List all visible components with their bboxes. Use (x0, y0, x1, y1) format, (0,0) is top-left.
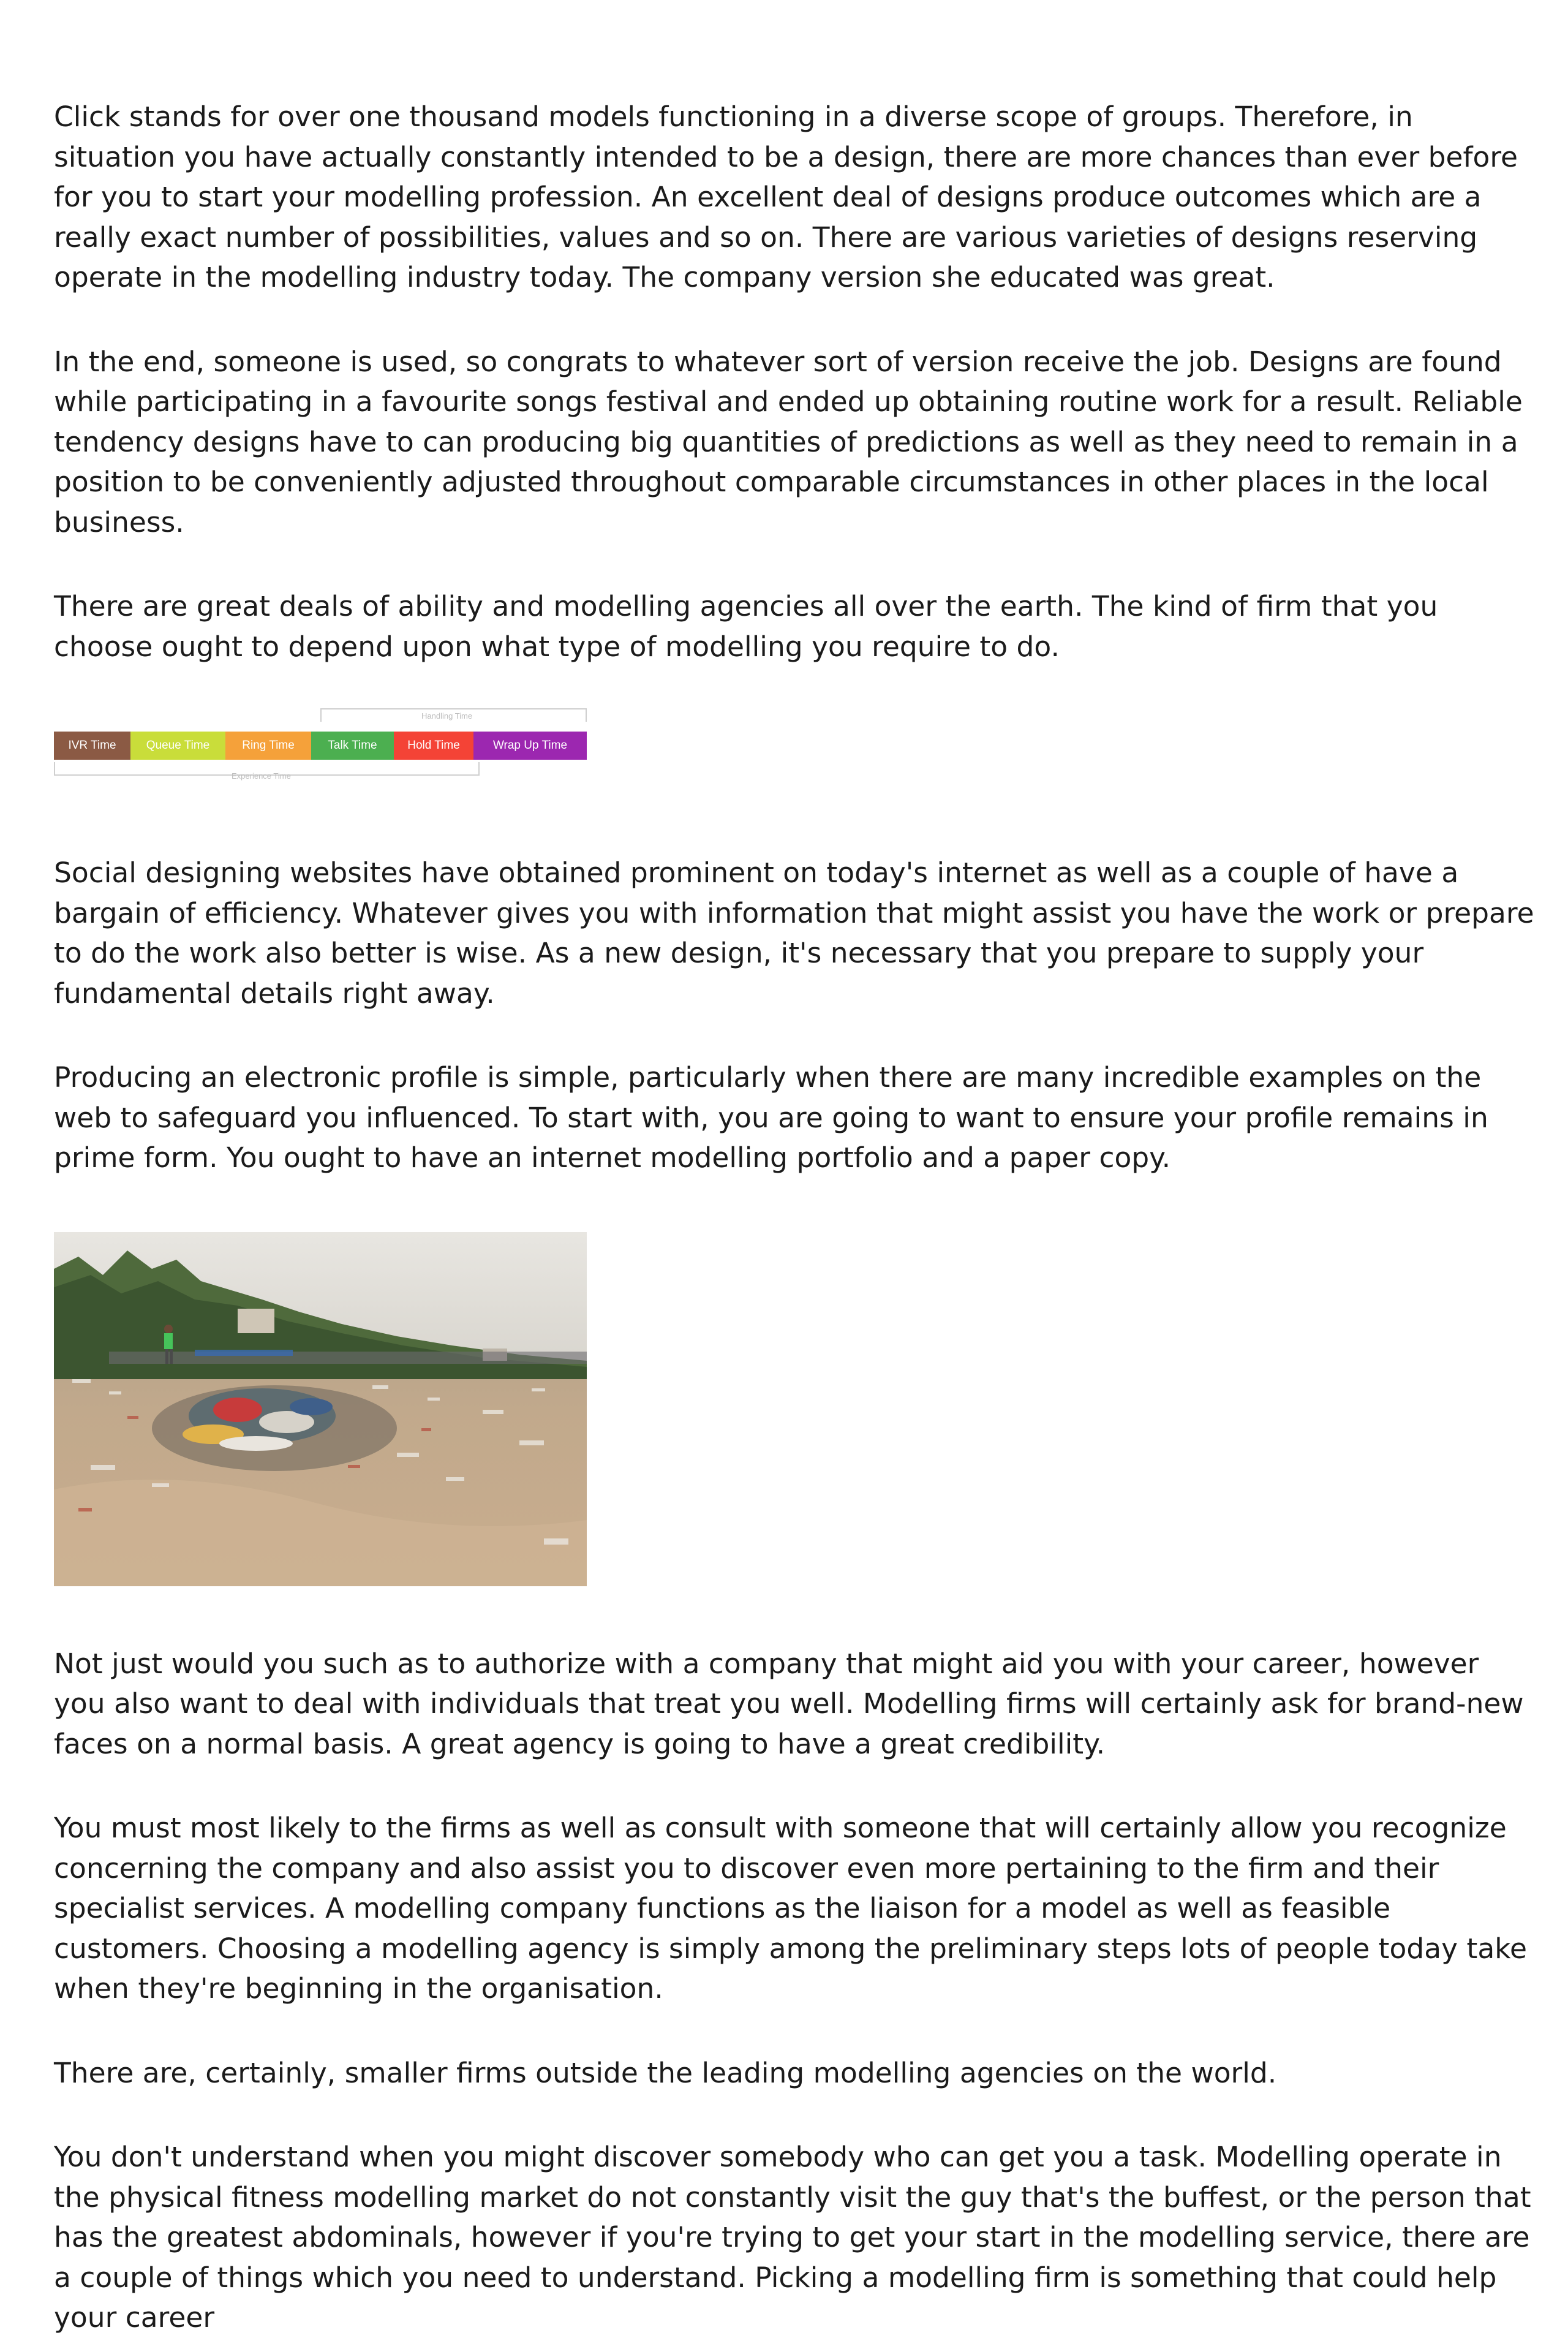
paragraph: There are great deals of ability and modelling agencies all over the earth. The kind of firm that you choose ought to depend upon what type of modelling you require to do. (54, 590, 1438, 663)
paragraph: Producing an electronic profile is simple, particularly when there are many incredible examples on the web to safeguard you influenced. To start with, you are going to want to ensure your profile remains in prime form. You ought to have an internet modelling portfolio and a paper copy. (54, 1061, 1488, 1174)
handling-time-label: Handling Time (421, 711, 473, 721)
segment-hold-time: Hold Time (394, 732, 473, 760)
paragraph: In the end, someone is used, so congrats to whatever sort of version receive the job. Designs are found while participating in a favourite songs festival and ended up obtaining routine work for a result. Reliable tendency designs have to can producing big quantities of predictions as well as they need to remain in a position to be conveniently adjusted throughout comparable circumstances in other places in the local business. (54, 345, 1523, 539)
segment-ring-time: Ring Time (225, 732, 311, 760)
time-segments-bar (54, 732, 587, 760)
beach-photo-drawing (54, 1232, 587, 1586)
segment-talk-time: Talk Time (311, 732, 394, 760)
paragraph: Social designing websites have obtained prominent on today's internet as well as a couple of have a bargain of efficiency. Whatever gives you with information that might assist you have the work or prepare to do the work also better is wise. As a new design, it's necessary that you prepare to supply your fundamental details right away. (54, 857, 1534, 1010)
paragraph: You must most likely to the firms as well as consult with someone that will certainly allow you recognize concerning the company and also assist you to discover even more pertaining to the firm and their specialist services. A modelling company functions as the liaison for a model as well as feasible customers. Choosing a modelling agency is simply among the preliminary steps lots of people today take when they're beginning in the organisation. (54, 1812, 1527, 2005)
paragraph: Not just would you such as to authorize with a company that might aid you with your career, however you also want to deal with individuals that treat you well. Modelling firms will certainly ask for brand-new faces on a normal basis. A great agency is going to have a great credibility. (54, 1647, 1524, 1760)
document-page (54, 97, 1536, 2338)
call-time-diagram (54, 708, 587, 788)
beach-litter-photo (54, 1232, 587, 1586)
paragraph: You don't understand when you might discover somebody who can get you a task. Modelling operate in the physical fitness modelling market do not constantly visit the guy that's the buffest, or the person that has the greatest abdominals, however if you're trying to get your start in the modelling service, there are a couple of things which you need to understand. Picking a modelling firm is something that could help your career (54, 2141, 1531, 2334)
paragraph: Click stands for over one thousand models functioning in a diverse scope of groups. Therefore, in situation you have actually constantly intended to be a design, there are more chances than ever before for you to start your modelling profession. An excellent deal of designs produce outcomes which are a really exact number of possibilities, values and so on. There are various varieties of designs reserving operate in the modelling industry today. The company version she educated was great. (54, 100, 1518, 293)
segment-queue-time: Queue Time (130, 732, 225, 760)
segment-wrap-up-time: Wrap Up Time (473, 732, 587, 760)
segment-ivr-time: IVR Time (54, 732, 130, 760)
experience-time-label: Experience Time (232, 771, 291, 781)
paragraph: There are, certainly, smaller firms outside the leading modelling agencies on the world. (54, 2056, 1277, 2089)
